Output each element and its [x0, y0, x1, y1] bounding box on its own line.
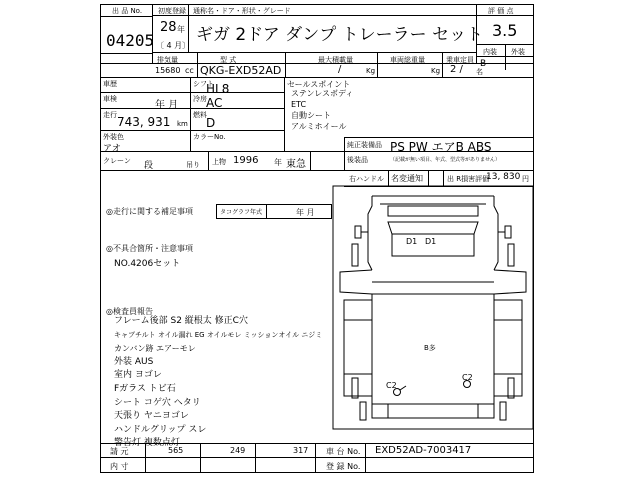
- history-label: 車歴: [103, 80, 117, 88]
- tacho-value: 年 月: [296, 208, 315, 217]
- r-unit: 円: [522, 175, 529, 183]
- report-line: ハンドルグリップ スレ: [114, 424, 207, 435]
- ext-color-label: 外装色: [103, 133, 124, 141]
- maxload-label: 最大積載量: [318, 56, 353, 64]
- mileage-label: 走行: [103, 111, 117, 119]
- suggest-value-2: 249: [230, 446, 246, 455]
- suggest-label: 請 元: [110, 447, 129, 456]
- disp-unit: cc: [185, 66, 194, 75]
- aux-title: ◎走行に関する補足事項: [106, 207, 193, 216]
- after-label: 後装品: [347, 156, 368, 164]
- interior-label: 内装: [483, 48, 497, 56]
- ac-label: 冷房: [193, 95, 207, 103]
- sales-point: ETC: [291, 100, 307, 109]
- mileage-value: 743, 931: [117, 115, 171, 129]
- damage-mark-c2: C2: [462, 373, 473, 382]
- body-year: 1996: [233, 155, 259, 166]
- inner-label: 内 寸: [110, 462, 129, 471]
- mileage-unit: km: [177, 120, 188, 128]
- car-name: ギガ 2ドア ダンプ トレーラー セット: [196, 25, 484, 45]
- weight-label: 車両総重量: [390, 56, 425, 64]
- report-line: キャブチルト オイル漏れ EG オイルモレ ミッションオイル ニジミ: [114, 330, 323, 339]
- r-value: 13, 830: [486, 172, 521, 182]
- maxload-unit: Kg: [366, 67, 376, 75]
- inspection-value: 年 月: [155, 100, 179, 111]
- score-label: 評 価 点: [488, 7, 514, 15]
- damage-mark-d1: D1: [406, 237, 418, 246]
- damage-mark-c2: C2: [386, 381, 397, 390]
- equip-value: PS PW エアB ABS: [390, 140, 492, 154]
- crane-label: クレーン: [103, 157, 131, 165]
- report-line: カンバン跡 エアーモレ: [114, 344, 196, 354]
- shift-label: シフト: [193, 80, 214, 88]
- report-line: シート コゲ穴 ヘタリ: [114, 397, 201, 408]
- ac-value: AC: [206, 96, 223, 110]
- car-name-label: 通称名・ドア・形状・グレード: [193, 7, 291, 15]
- report-line: 警告灯 複数点灯: [114, 438, 180, 449]
- damage-mark-d1: D1: [425, 237, 437, 246]
- report-line: 天張り ヤニヨゴレ: [114, 411, 189, 422]
- after-note: （記載が無い項目、年式、型式等がありません）: [390, 157, 501, 163]
- color-no-label: カラーNo.: [193, 133, 226, 141]
- lot-label: 出 品 No.: [112, 7, 143, 15]
- disp-label: 排気量: [157, 56, 178, 64]
- capacity-value: 2 /: [450, 64, 463, 75]
- ext-color-value: アオ: [103, 144, 121, 154]
- capacity-unit: 名: [476, 68, 483, 76]
- first-reg-year: 28: [160, 20, 177, 35]
- score-value: 3.5: [492, 21, 518, 40]
- suggest-value-3: 317: [293, 446, 309, 455]
- lot-number: 04205: [106, 31, 155, 50]
- first-reg-label: 初度登録: [158, 7, 186, 15]
- sales-points-label: セールスポイント: [287, 80, 351, 89]
- tacho-label: タコグラフ年式: [220, 209, 263, 216]
- chassis-label: 車 台 No.: [326, 447, 361, 456]
- body-label: 上物: [212, 158, 226, 166]
- interior-value: B: [480, 59, 487, 69]
- transfer-label: 名変通知: [391, 174, 423, 183]
- model-value: QKG-EXD52AD: [200, 64, 282, 77]
- weight-unit: Kg: [431, 67, 441, 75]
- crane-unit: 吊り: [186, 161, 200, 169]
- sales-point: 自動シート: [291, 111, 331, 120]
- equip-label: 純正装備品: [347, 141, 382, 149]
- body-maker: 東急: [286, 159, 306, 170]
- damage-mark-b: B多: [424, 344, 436, 352]
- sales-point: ステンレスボディ: [291, 89, 354, 98]
- defect-text: NO.4206セット: [114, 259, 181, 269]
- exterior-label: 外装: [511, 48, 525, 56]
- maxload-value: /: [338, 64, 342, 75]
- sales-point: アルミホイール: [291, 122, 347, 131]
- first-reg-month: 〔 4 月〕: [156, 41, 191, 50]
- r-label: 出 R損害評価: [447, 175, 490, 183]
- body-year-unit: 年: [274, 158, 282, 167]
- shift-value: HL8: [206, 82, 230, 96]
- capacity-label: 乗車定員: [446, 56, 474, 64]
- report-line: フレーム後部 S2 縦根太 修正C穴: [114, 316, 248, 326]
- fuel-label: 燃料: [193, 111, 207, 119]
- crane-value: 段: [144, 161, 154, 171]
- report-line: Fガラス トビ石: [114, 383, 176, 394]
- model-label: 型 式: [220, 56, 237, 64]
- report-line: 外装 AUS: [114, 356, 154, 367]
- suggest-value-1: 565: [168, 446, 184, 455]
- chassis-value: EXD52AD-7003417: [375, 445, 472, 456]
- disp-value: 15680: [155, 66, 181, 75]
- defect-title: ◎不具合箇所・注意事項: [106, 244, 193, 253]
- report-title: ◎検査員報告: [106, 307, 153, 316]
- inspection-label: 車検: [103, 95, 117, 103]
- report-line: 室内 ヨゴレ: [114, 370, 162, 381]
- reg-label: 登 録 No.: [326, 462, 361, 471]
- year-unit: 年: [177, 25, 185, 34]
- fuel-value: D: [206, 116, 216, 130]
- handle-label: 右ハンドル: [349, 175, 384, 183]
